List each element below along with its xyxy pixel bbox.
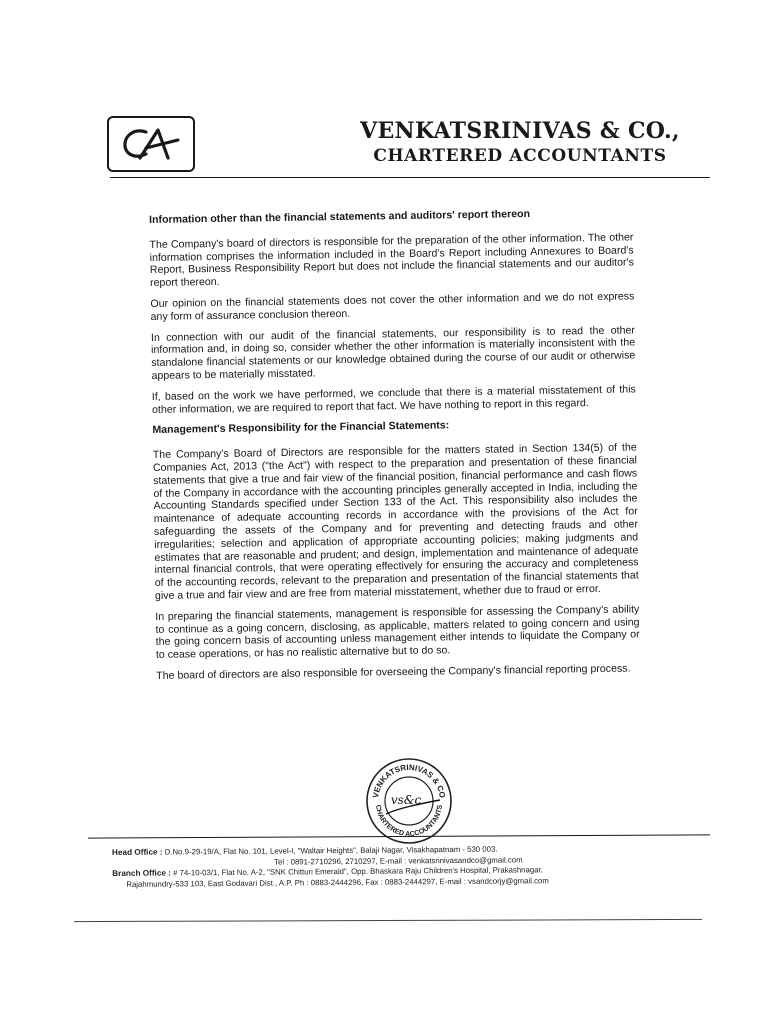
report-body bbox=[149, 206, 640, 690]
head-office-label: Head Office : bbox=[112, 847, 163, 857]
signature: vs&c bbox=[390, 793, 422, 807]
stamp-bottom-text: CHARTERED ACCOUNTANTS bbox=[373, 804, 444, 839]
branch-office-address: # 74-10-03/1, Flat No. A-2, "SNK Chitturi Emerald", Opp. Bhaskara Raju Children's Hospital, Prakashnagar, bbox=[173, 865, 543, 878]
firm-name: VENKATSRINIVAS & CO., bbox=[360, 118, 680, 144]
ca-logo bbox=[107, 116, 195, 172]
paragraph: The Company's Board of Directors are responsible for the matters stated in Section 134(5) of the Companies Act, 2013 ("the Act") with respect to the preparation and presentation of these financial statements that give a true and fair view of the financial position, financial performance and cash flows of the Company in accordance with the accounting principles generally accepted in India, including the Accounting Standards specified under Section 133 of the Act. This responsibility also includes the maintenance of adequate accounting records in accordance with the provisions of the Act for safeguarding the assets of the Company and for preventing and detecting frauds and other irregularities; selection and application of appropriate accounting policies; making judgments and estimates that are reasonable and prudent; and design, implementation and maintenance of adequate internal financial controls, that were operating effectively for ensuring the accuracy and completeness of the accounting records, relevant to the preparation and presentation of the financial statements that give a true and fair view and are free from material misstatement, whether due to fraud or error. bbox=[152, 441, 639, 602]
paragraph: The Company's board of directors is responsible for the preparation of the other information. The other information comprises the information included in the Board's Report including Annexures to Board's Report, Business Responsibility Report but does not include the financial statements and our auditor's report thereon. bbox=[149, 231, 634, 290]
section-heading-management-responsibility: Management's Responsibility for the Financial Statements: bbox=[152, 419, 450, 437]
paragraph: The board of directors are also responsible for overseeing the Company's financial reporting process. bbox=[156, 662, 631, 682]
firm-tagline: CHARTERED ACCOUNTANTS bbox=[373, 146, 667, 166]
letterhead-footer bbox=[112, 843, 672, 890]
paragraph: If, based on the work we have performed, we conclude that there is a material misstatement of this other information, we are required to report that fact. We have nothing to report in this regard. bbox=[151, 383, 636, 416]
branch-office-label: Branch Office : bbox=[112, 868, 171, 878]
paragraph: Our opinion on the financial statements does not cover the other information and we do not express any form of assurance conclusion thereon. bbox=[150, 290, 635, 323]
firm-stamp bbox=[364, 756, 454, 846]
ca-logo-icon bbox=[116, 124, 186, 164]
paragraph: In preparing the financial statements, management is responsible for assessing the Company's ability to continue as a going concern, disclosing, as applicable, matters related to going concern and using the going concern basis of accounting unless management either intends to liquidate the Company or to cease operations, or has no realistic alternative but to do so. bbox=[155, 603, 640, 662]
head-office-contact: Tel : 0891-2710296, 2710297, E-mail : venkatsrinivasandco@gmail.com bbox=[274, 854, 523, 867]
branch-office-contact: Rajahmundry-533 103, East Godavari Dist., A.P. Ph : 0883-2444296, Fax : 0883-2444297, E-mail : vsandcorjy@gmail.com bbox=[126, 875, 549, 889]
footer-bottom-rule bbox=[74, 919, 702, 922]
head-office-address: D.No.9-29-19/A, Flat No. 101, Level-I, "Waltair Heights", Balaji Nagar, Visakhapatnam - 530 003. bbox=[164, 844, 498, 857]
paragraph: In connection with our audit of the financial statements, our responsibility is to read the other information and, in doing so, consider whether the other information is materially inconsistent with the standalone financial statements or our knowledge obtained during the course of our audit or otherwise appears to be materially misstated. bbox=[150, 323, 636, 382]
letterhead-divider bbox=[110, 177, 710, 178]
section-heading-other-information: Information other than the financial statements and auditors' report thereon bbox=[149, 208, 531, 226]
stamp-top-text: VENKATSRINIVAS & CO bbox=[371, 762, 447, 799]
